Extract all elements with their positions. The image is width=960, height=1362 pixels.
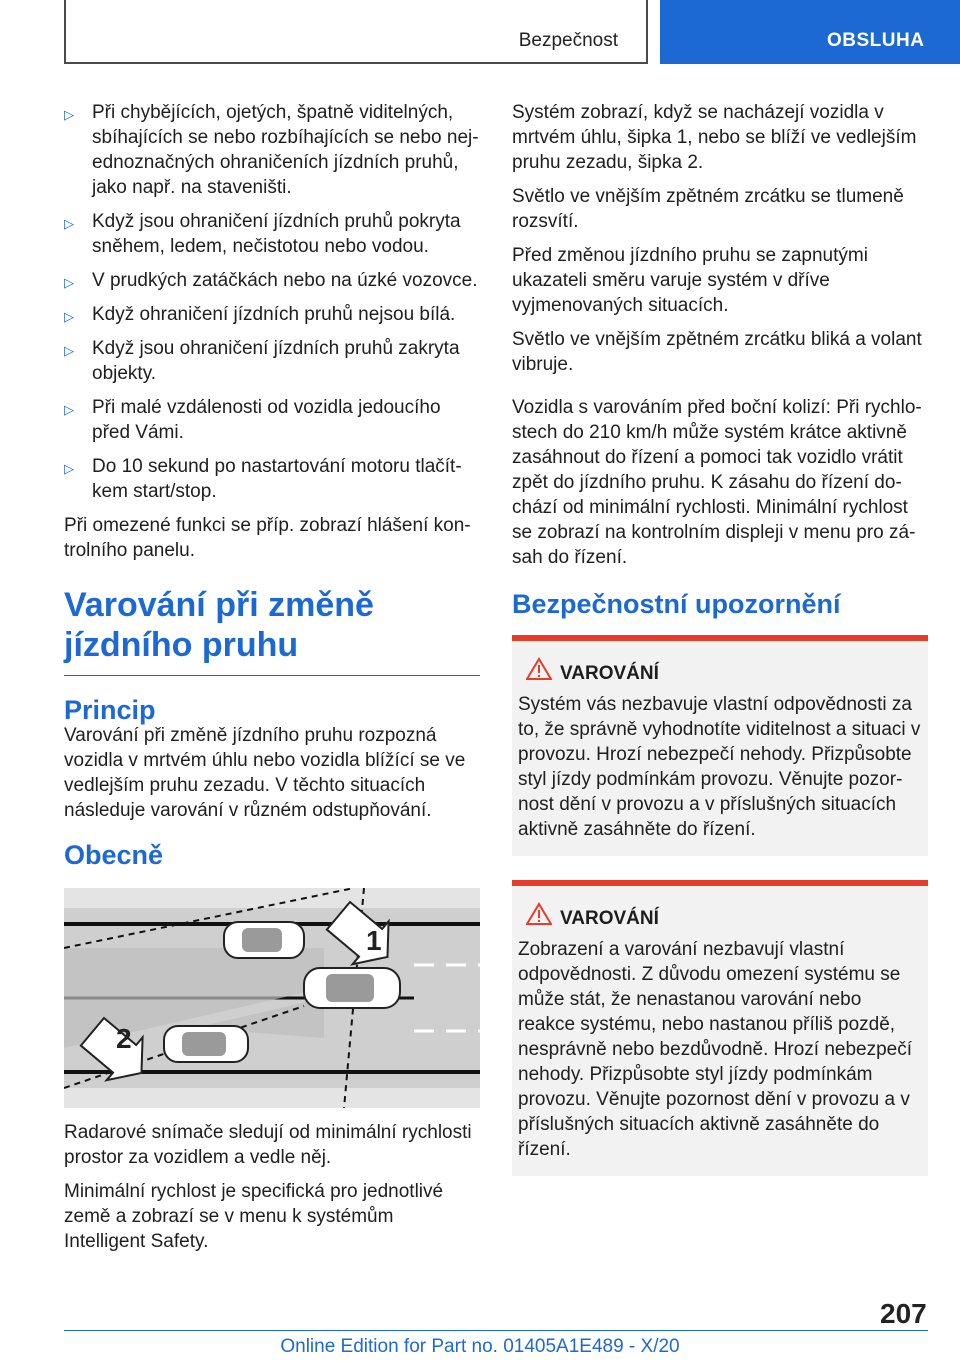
car-icon <box>224 922 304 958</box>
warning-title: VAROVÁNÍ <box>560 908 659 929</box>
ego-car-icon <box>304 968 400 1008</box>
list-item: ▷ V prudkých zatáčkách nebo na úzké vozovce. <box>64 268 480 293</box>
min-speed-text: Minimální rychlost je specifická pro jednotlivé země a zobrazí se v menu k systémům Intelligent Safety. <box>64 1181 444 1252</box>
arrow-2-label: 2 <box>116 1023 132 1054</box>
list-item: ▷ Do 10 sekund po nastartování motoru tlačítkem start/stop. <box>64 456 462 502</box>
display-text: Systém zobrazí, když se nacházejí vozidla v mrtvém úhlu, šipka 1, nebo se blíží ve vedlejším pruhu zezadu, šipka 2. <box>512 102 917 173</box>
warning-body: Systém vás nezbavuje vlastní odpovědnosti za to, že správně vyhodnotíte viditelnost a situaci v provozu. Hrozí nebezpečí nehody. Přizpůsobte styl jízdy podmínkám provozu. Věnujte pozornost dění v provozu a v příslušných situacích aktivně zasáhněte do řízení. <box>518 694 921 840</box>
triangle-bullet-icon: ▷ <box>64 275 74 290</box>
warning-triangle-icon <box>526 657 552 688</box>
radar-text: Radarové snímače sledují od minimální rychlosti prostor za vozidlem a vedle něj. <box>64 1122 472 1168</box>
left-column <box>64 100 480 1263</box>
mirror-flash-text: Světlo ve vnějším zpětném zrcátku bliká a volant vibruje. <box>512 329 922 375</box>
arrow-1-label: 1 <box>366 925 382 956</box>
indicator-text: Před změnou jízdního pruhu se zapnutými ukazateli směru varuje systém v dříve vyjmenovaných situacích. <box>512 245 868 316</box>
mirror-dim-text: Světlo ve vnějším zpětném zrcátku se tlumeně rozsvítí. <box>512 186 904 232</box>
side-collision-text: Vozidla s varováním před boční kolizí: Při rychlostech do 210 km/h může systém krátce aktivně zasáhnout do řízení a pomoci tak vozidlo vrátit zpět do jízdního pruhu. K zásahu do řízení dochází od minimální rychlosti. Minimální rychlost se zobrazí na kontrolním displeji v menu pro zásah do řízení. <box>512 397 922 568</box>
list-item: ▷ Když jsou ohraničení jízdních pruhů zakryta objekty. <box>64 338 460 384</box>
note-text: Při omezené funkci se příp. zobrazí hlášení kontrolního panelu. <box>64 515 471 561</box>
header-frame <box>64 0 648 64</box>
page-title: Varování při změně jízdního pruhu <box>64 585 480 676</box>
list-item: ▷ Při chybějících, ojetých, špatně viditelných, sbíhajících se nebo rozbíhajících se nebo nejednoznačných ohraničeních jízdních pruhů, jako např. na staveništi. <box>64 102 479 198</box>
warning-box <box>512 635 928 856</box>
list-item: ▷ Při malé vzdálenosti od vozidla jedoucího před Vámi. <box>64 397 441 443</box>
car-icon <box>164 1026 248 1062</box>
triangle-bullet-icon: ▷ <box>64 107 74 122</box>
triangle-bullet-icon: ▷ <box>64 309 74 324</box>
list-item: ▷ Když jsou ohraničení jízdních pruhů pokryta sněhem, ledem, nečistotou nebo vodou. <box>64 211 461 257</box>
triangle-bullet-icon: ▷ <box>64 402 74 417</box>
principle-text: Varování při změně jízdního pruhu rozpozná vozidla v mrtvém úhlu nebo vozidla blížící se ve vedlejším pruhu zezadu. V těchto situacích následuje varování v různém odstupňování. <box>64 725 466 821</box>
list-item: ▷ Když ohraničení jízdních pruhů nejsou bílá. <box>64 302 480 327</box>
right-column <box>512 100 928 1200</box>
warning-box <box>512 880 928 1176</box>
warning-body: Zobrazení a varování nezbavují vlastní odpovědnosti. Z důvodu omezení systému se může stát, že nenastanou varování nebo reakce systému, nebo nastanou příliš pozdě, nesprávně nebo bezdůvodně. Hrozí nebezpečí nehody. Přizpůsobte styl jízdy podmínkám provozu. Věnujte pozornost dění v provozu a v příslušných situacích aktivně zasáhněte do řízení. <box>518 939 912 1160</box>
page-number: 207 <box>880 1298 927 1329</box>
warning-title: VAROVÁNÍ <box>560 663 659 684</box>
triangle-bullet-icon: ▷ <box>64 461 74 476</box>
footer-divider <box>64 1330 928 1331</box>
triangle-bullet-icon: ▷ <box>64 343 74 358</box>
heading-principle: Princip <box>64 695 156 725</box>
chapter-tab[interactable]: OBSLUHA <box>660 0 960 64</box>
warning-triangle-icon <box>526 902 552 933</box>
triangle-bullet-icon: ▷ <box>64 216 74 231</box>
heading-safety: Bezpečnostní upozornění <box>512 589 841 619</box>
section-title: Bezpečnost <box>518 30 618 51</box>
lane-change-illustration <box>64 888 480 1108</box>
footer-edition: Online Edition for Part no. 01405A1E489 - X/20 <box>280 1336 680 1357</box>
heading-general: Obecně <box>64 840 164 870</box>
